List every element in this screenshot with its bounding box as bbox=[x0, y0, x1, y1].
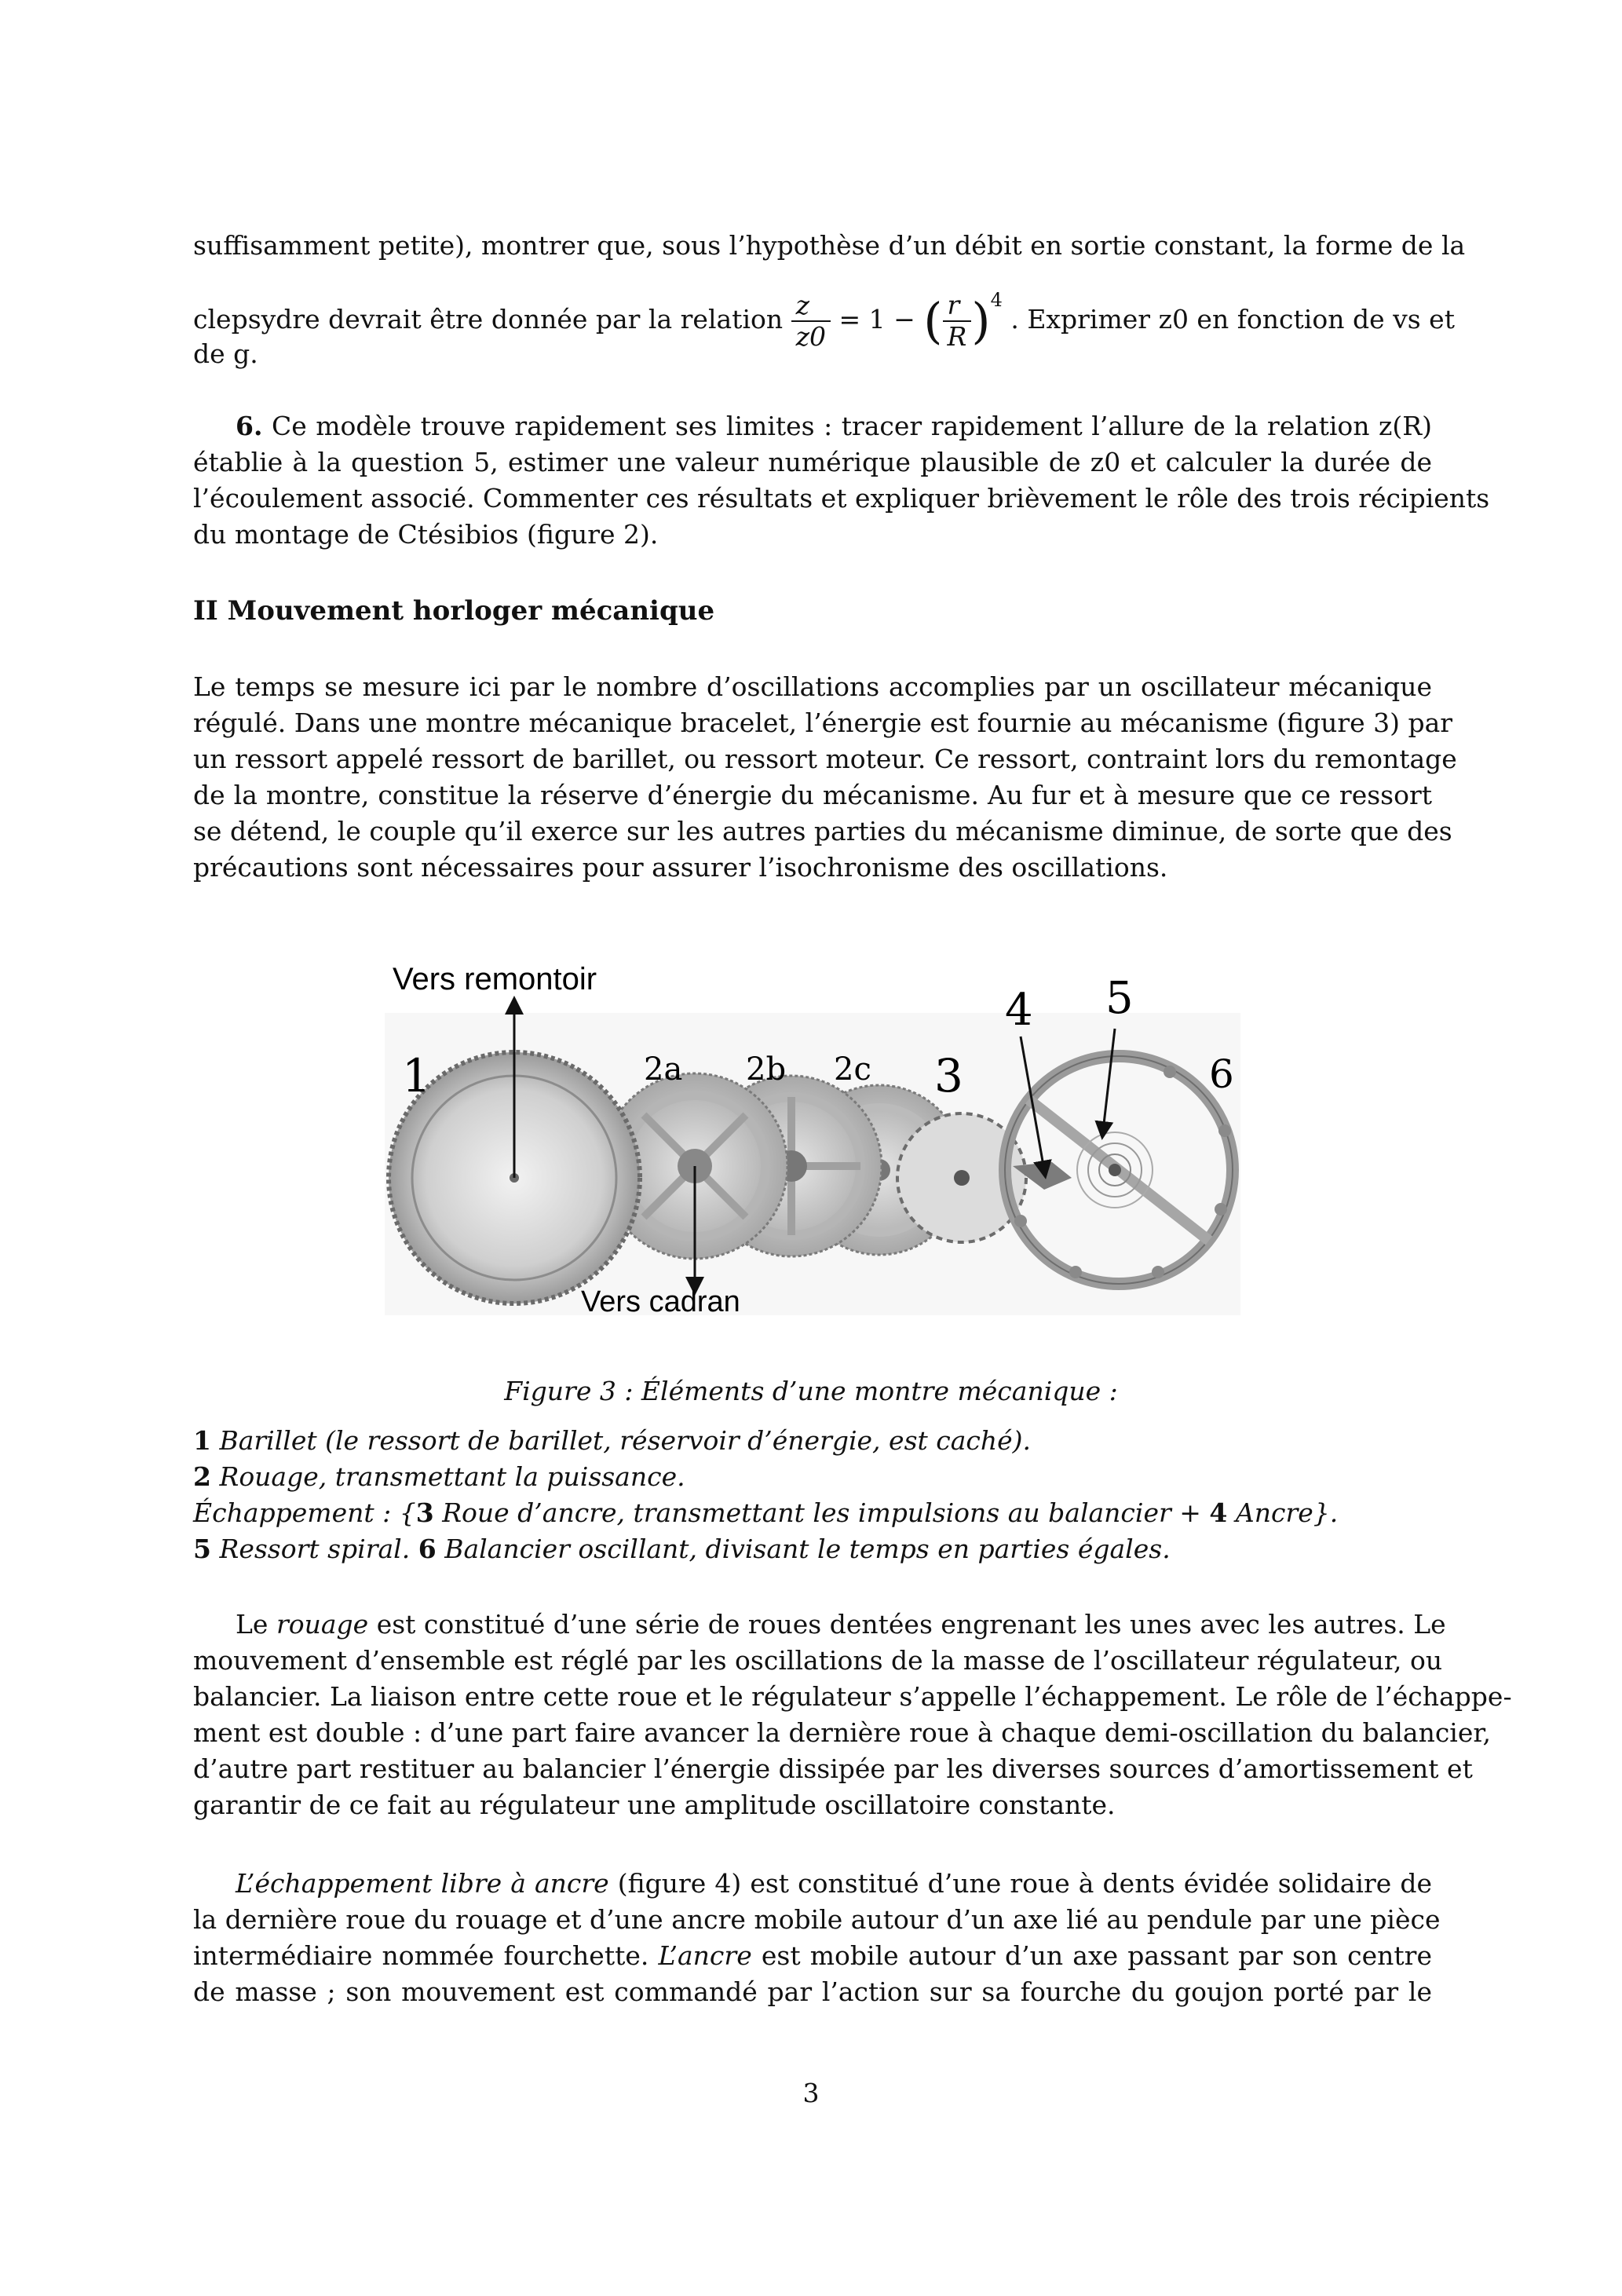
text-fragment: clepsydre devrait être donnée par la relation bbox=[193, 304, 784, 335]
fraction-denominator: z0 bbox=[795, 321, 827, 352]
text-line: précautions sont nécessaires pour assurer l’isochronisme des oscillations. bbox=[193, 852, 1168, 883]
text-fragment: intermédiaire nommée fourchette. bbox=[193, 1940, 649, 1971]
text-line: se détend, le couple qu’il exerce sur les autres parties du mécanisme diminue, de sorte que des bbox=[193, 816, 1452, 846]
section-title: II Mouvement horloger mécanique bbox=[193, 595, 715, 627]
figure-caption: Figure 3 : Éléments d’une montre mécanique : bbox=[504, 1376, 1118, 1406]
text-line: l’écoulement associé. Commenter ces résultats et expliquer brièvement le rôle des trois récipients bbox=[193, 483, 1490, 514]
watch-mechanism-figure bbox=[385, 942, 1248, 1319]
legend-line bbox=[193, 1459, 1432, 1495]
label-4: 4 bbox=[1005, 985, 1033, 1036]
text-fragment: Ce modèle trouve rapidement ses limites : tracer rapidement l’allure de la relation z(R) bbox=[271, 411, 1432, 441]
text-fragment: est constitué d’une série de roues dentées engrenant les unes avec les autres. Le bbox=[376, 1609, 1446, 1640]
text-line bbox=[193, 1866, 1432, 1902]
equation-line bbox=[193, 264, 1455, 352]
paragraph-intro bbox=[193, 669, 1457, 886]
legend-number: 4 bbox=[1209, 1497, 1228, 1528]
label-vers-cadran: Vers cadran bbox=[581, 1285, 740, 1318]
fraction-z-z0 bbox=[791, 291, 831, 352]
text-line: ment est double : d’une part faire avancer la dernière roue à chaque demi-oscillation du balancier, bbox=[193, 1717, 1492, 1748]
fraction-denominator: R bbox=[947, 321, 967, 352]
label-5: 5 bbox=[1105, 973, 1134, 1024]
exponent: 4 bbox=[990, 289, 1003, 311]
text-line: établie à la question 5, estimer une valeur numérique plausible de z0 et calculer la durée de bbox=[193, 447, 1432, 477]
term-echappement: L’échappement libre à ancre bbox=[236, 1868, 609, 1899]
legend-number: 6 bbox=[418, 1534, 437, 1564]
fraction-numerator: r bbox=[943, 291, 972, 322]
label-2a: 2a bbox=[644, 1051, 683, 1088]
paren-close: ) bbox=[971, 292, 991, 349]
paragraph-top bbox=[193, 228, 1466, 372]
legend-text: Ressort spiral. bbox=[219, 1534, 411, 1564]
text-line: régulé. Dans une montre mécanique bracelet, l’énergie est fournie au mécanisme (figure 3) par bbox=[193, 707, 1453, 738]
question-6 bbox=[193, 408, 1490, 553]
text-fragment: (figure 4) est constitué d’une roue à dents évidée solidaire de bbox=[617, 1868, 1432, 1899]
text-line: balancier. La liaison entre cette roue et le régulateur s’appelle l’échappement. Le rôle de l’échappe- bbox=[193, 1681, 1512, 1712]
text-fragment: Le bbox=[236, 1609, 269, 1640]
text-line: la dernière roue du rouage et d’une ancre mobile autour d’un axe lié au pendule par une pièce bbox=[193, 1904, 1441, 1935]
page-number: 3 bbox=[802, 2078, 820, 2108]
legend-number: 1 bbox=[193, 1425, 211, 1456]
text-line: d’autre part restituer au balancier l’énergie dissipée par les diverses sources d’amortissement et bbox=[193, 1753, 1473, 1784]
text-line: mouvement d’ensemble est réglé par les oscillations de la masse de l’oscillateur régulateur, ou bbox=[193, 1645, 1443, 1676]
text-line: Le temps se mesure ici par le nombre d’oscillations accomplies par un oscillateur mécanique bbox=[193, 671, 1432, 702]
text-line: du montage de Ctésibios (figure 2). bbox=[193, 519, 659, 550]
paragraph-echappement bbox=[193, 1866, 1441, 2010]
fraction-r-R bbox=[943, 291, 972, 352]
text-line bbox=[193, 408, 1432, 444]
text-fragment: . Exprimer z0 en fonction de vs et bbox=[1010, 304, 1455, 335]
fraction-numerator: z bbox=[791, 291, 831, 322]
text-line: un ressort appelé ressort de barillet, ou ressort moteur. Ce ressort, contraint lors du remontage bbox=[193, 744, 1457, 774]
hairspring-5 bbox=[1077, 1132, 1153, 1208]
paragraph-rouage bbox=[193, 1607, 1512, 1823]
label-1: 1 bbox=[402, 1049, 431, 1102]
text-line bbox=[193, 1607, 1446, 1643]
legend-text: Ancre}. bbox=[1235, 1497, 1339, 1528]
legend-line bbox=[193, 1423, 1432, 1459]
label-2c: 2c bbox=[834, 1051, 871, 1088]
legend-number: 5 bbox=[193, 1534, 211, 1564]
label-2b: 2b bbox=[746, 1051, 787, 1088]
text-line: garantir de ce fait au régulateur une amplitude oscillatoire constante. bbox=[193, 1790, 1116, 1820]
legend-text: Barillet (le ressort de barillet, réservoir d’énergie, est caché). bbox=[219, 1425, 1032, 1456]
legend-text: Rouage, transmettant la puissance. bbox=[219, 1461, 685, 1492]
legend-text: Balancier oscillant, divisant le temps en parties égales. bbox=[444, 1534, 1171, 1564]
term-rouage: rouage bbox=[276, 1609, 369, 1640]
text-line: de la montre, constitue la réserve d’énergie du mécanisme. Au fur et à mesure que ce ressort bbox=[193, 780, 1432, 810]
text-line: suffisamment petite), montrer que, sous l’hypothèse d’un débit en sortie constant, la forme de la bbox=[193, 230, 1466, 261]
legend-line bbox=[193, 1531, 1432, 1567]
text-line: de masse ; son mouvement est commandé par l’action sur sa fourche du goujon porté par le bbox=[193, 1976, 1432, 2007]
text-fragment: est mobile autour d’un axe passant par son centre bbox=[761, 1940, 1432, 1971]
legend-line bbox=[193, 1495, 1432, 1531]
legend-number: 3 bbox=[415, 1497, 434, 1528]
label-vers-remontoir: Vers remontoir bbox=[393, 962, 597, 996]
equation-operator: = 1 − bbox=[838, 304, 915, 335]
legend-text: Échappement : { bbox=[193, 1497, 416, 1528]
text-line: de g. bbox=[193, 338, 258, 369]
figure-legend bbox=[193, 1423, 1432, 1567]
paren-open: ( bbox=[923, 292, 943, 349]
term-ancre: L’ancre bbox=[658, 1940, 752, 1971]
question-number: 6. bbox=[236, 411, 263, 441]
legend-number: 2 bbox=[193, 1461, 211, 1492]
label-6: 6 bbox=[1209, 1051, 1234, 1097]
label-3: 3 bbox=[934, 1049, 963, 1102]
text-line bbox=[193, 1938, 1432, 1974]
legend-text: Roue d’ancre, transmettant les impulsions au balancier + bbox=[442, 1497, 1201, 1528]
